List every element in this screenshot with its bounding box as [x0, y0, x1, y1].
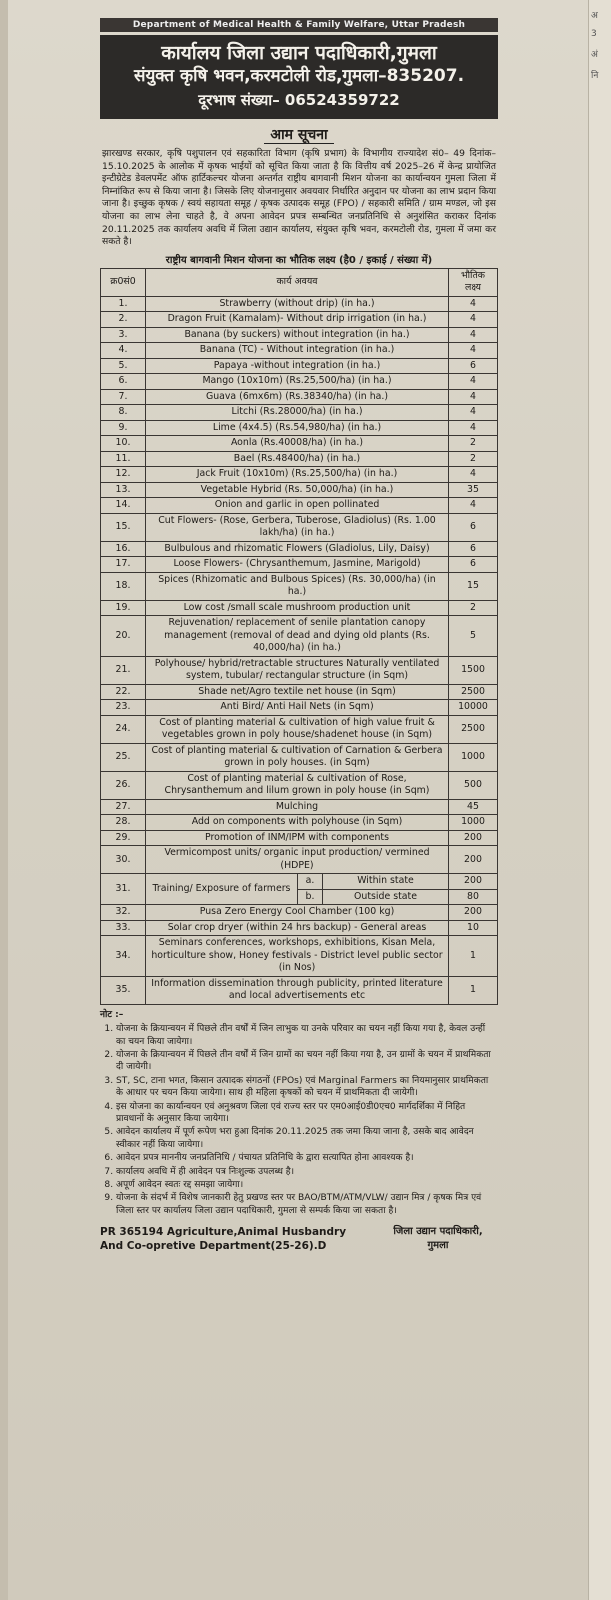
table-row [101, 482, 498, 498]
row-serial: 35. [101, 976, 146, 1004]
row-activity: Bael (Rs.48400/ha) (in ha.) [146, 451, 449, 467]
table-row [101, 557, 498, 573]
row-target: 500 [449, 771, 498, 799]
table-row [101, 616, 498, 657]
row-serial: 27. [101, 799, 146, 815]
notes-section [100, 1009, 498, 1218]
row-serial: 8. [101, 405, 146, 421]
row-serial: 18. [101, 572, 146, 600]
row-target: 6 [449, 541, 498, 557]
row-serial: 17. [101, 557, 146, 573]
row-activity: Aonla (Rs.40008/ha) (in ha.) [146, 436, 449, 452]
office-phone: दूरभाष संख्या– 06524359722 [198, 91, 400, 109]
row-serial: 19. [101, 600, 146, 616]
sub-label: b. [298, 889, 323, 905]
row-serial: 11. [101, 451, 146, 467]
table-row [101, 436, 498, 452]
row-serial: 26. [101, 771, 146, 799]
row-serial: 14. [101, 498, 146, 514]
table-row [101, 312, 498, 328]
row-activity: Information dissemination through publicity, printed literature and local advertisements etc [146, 976, 449, 1004]
table-row [101, 343, 498, 359]
table-row [101, 405, 498, 421]
adjacent-fragment: 3 [591, 29, 597, 39]
row-activity: Low cost /small scale mushroom production unit [146, 600, 449, 616]
row-target: 10000 [449, 700, 498, 716]
row-target: 2 [449, 436, 498, 452]
row-target: 4 [449, 405, 498, 421]
row-target: 4 [449, 374, 498, 390]
row-target: 200 [449, 830, 498, 846]
row-target: 4 [449, 312, 498, 328]
table-row [101, 420, 498, 436]
signature-block: जिला उद्यान पदाधिकारी, गुमला [393, 1226, 483, 1252]
row-serial: 1. [101, 296, 146, 312]
row-target: 1500 [449, 656, 498, 684]
table-row [101, 920, 498, 936]
row-serial: 13. [101, 482, 146, 498]
notice-intro: झारखण्ड सरकार, कृषि पशुपालन एवं सहकारिता विभाग (कृषि प्रभाग) के विभागीय राज्यादेश सं0– 49 दिनांक– 15.10.2025 के आलोक में कृषक भाईयों को सूचित किया जाता है कि वित्तीय वर्ष 2025–26 में केन्द्र प्रायोजित इन्टीग्रेटेड डेवलपमेंट ऑफ हार्टिकल्चर योजना अन्तर्गत राष्ट्रीय बागवानी मिशन योजना का कार्यान्वयन गुमला जिला में निम्नांकित रूप से किया जाना है। जिसके लिए योजनानुसार अवयवार निर्धारित अनुदान पर योजना का लाभ प्रदान किया जाना है। इच्छुक कृषक / स्वयं सहायता समूह / कृषक उत्पादक समूह (FPO) / सहकारी समिति / ग्राम मण्डल, जो इस योजना का लाभ लेना चाहते है, वे अपना आवेदन प्रपत्र सम्बन्धित जनप्रतिनिधि से अनुशंसित कराकर दिनांक 20.11.2025 तक कार्यालय अवधि में जिला उद्यान कार्यालय, संयुक्त कृषि भवन, करमटोली रोड, गुमला में जमा कर सकते है। [102, 148, 496, 248]
row-target: 1 [449, 976, 498, 1004]
targets-table [100, 268, 498, 1005]
left-margin [0, 0, 8, 1600]
note-item: 2. योजना के क्रियान्वयन में पिछले तीन वर्षों में जिन ग्रामों का चयन नहीं किया गया है, उन ग्रामों के चयन में प्राथमिकता दी जायेगी। [116, 1049, 496, 1074]
table-row [101, 715, 498, 743]
row-activity: Litchi (Rs.28000/ha) (in ha.) [146, 405, 449, 421]
table-row [101, 541, 498, 557]
row-serial: 3. [101, 327, 146, 343]
header-target: भौतिक लक्ष्य [449, 268, 498, 296]
notice-title: आम सूचना [100, 125, 498, 144]
table-row [101, 976, 498, 1004]
row-activity: Mulching [146, 799, 449, 815]
row-activity: Loose Flowers- (Chrysanthemum, Jasmine, Marigold) [146, 557, 449, 573]
notice-footer [100, 1225, 498, 1253]
table-row [101, 374, 498, 390]
row-target: 35 [449, 482, 498, 498]
table-row [101, 771, 498, 799]
row-target: 10 [449, 920, 498, 936]
row-activity: Bulbulous and rhizomatic Flowers (Gladiolus, Lily, Daisy) [146, 541, 449, 557]
public-notice [100, 18, 498, 1253]
row-serial: 12. [101, 467, 146, 483]
table-row [101, 327, 498, 343]
notes-heading: नोट :– [100, 1009, 124, 1020]
row-serial: 10. [101, 436, 146, 452]
table-row [101, 905, 498, 921]
table-row [101, 846, 498, 874]
sub-activity: Within state [323, 874, 449, 890]
row-activity: Vegetable Hybrid (Rs. 50,000/ha) (in ha.) [146, 482, 449, 498]
sub-activity: Outside state [323, 889, 449, 905]
row-target: 200 [449, 874, 498, 890]
row-serial: 30. [101, 846, 146, 874]
office-address: संयुक्त कृषि भवन,करमटोली रोड,गुमला–835207. [133, 66, 465, 86]
row-serial: 7. [101, 389, 146, 405]
note-item: 8. अपूर्ण आवेदन स्वतः रद्द समझा जायेगा। [116, 1179, 496, 1191]
pr-reference: PR 365194 Agriculture,Animal Husbandry And Co-opretive Department(25-26).D [100, 1226, 347, 1253]
row-activity: Spices (Rhizomatic and Bulbous Spices) (Rs. 30,000/ha) (in ha.) [146, 572, 449, 600]
row-serial: 31. [101, 874, 146, 905]
row-target: 45 [449, 799, 498, 815]
row-target: 4 [449, 467, 498, 483]
row-activity: Cost of planting material & cultivation of high value fruit & vegetables grown in poly house/shadenet house (in Sqm) [146, 715, 449, 743]
table-row [101, 656, 498, 684]
row-activity: Mango (10x10m) (Rs.25,500/ha) (in ha.) [146, 374, 449, 390]
table-row [101, 513, 498, 541]
row-target: 4 [449, 389, 498, 405]
row-activity: Solar crop dryer (within 24 hrs backup) - General areas [146, 920, 449, 936]
office-name: कार्यालय जिला उद्यान पदाधिकारी,गुमला [161, 42, 437, 64]
row-target: 1 [449, 936, 498, 977]
row-activity: Jack Fruit (10x10m) (Rs.25,500/ha) (in ha.) [146, 467, 449, 483]
row-target: 200 [449, 905, 498, 921]
header-activity: कार्य अवयव [146, 268, 449, 296]
adjacent-fragment: अं [591, 50, 598, 60]
row-activity: Vermicompost units/ organic input production/ vermined (HDPE) [146, 846, 449, 874]
sub-label: a. [298, 874, 323, 890]
row-target: 200 [449, 846, 498, 874]
row-serial: 24. [101, 715, 146, 743]
row-serial: 29. [101, 830, 146, 846]
table-row [101, 815, 498, 831]
table-row [101, 389, 498, 405]
row-activity: Cost of planting material & cultivation of Rose, Chrysanthemum and lilum grown in poly house (in Sqm) [146, 771, 449, 799]
row-target: 6 [449, 358, 498, 374]
note-item: 4. इस योजना का कार्यान्वयन एवं अनुश्रवण जिला एवं राज्य स्तर पर एम0आई0डी0एच0 मार्गदर्शिका में निहित प्रावधानों के अनुसार किया जायेगा। [116, 1101, 496, 1126]
header-serial: क्र0सं0 [101, 268, 146, 296]
row-activity: Add on components with polyhouse (in Sqm) [146, 815, 449, 831]
table-row [101, 700, 498, 716]
row-serial: 9. [101, 420, 146, 436]
row-serial: 20. [101, 616, 146, 657]
row-target: 4 [449, 343, 498, 359]
table-row [101, 874, 498, 890]
row-target: 80 [449, 889, 498, 905]
row-serial: 25. [101, 743, 146, 771]
row-serial: 34. [101, 936, 146, 977]
row-activity: Onion and garlic in open pollinated [146, 498, 449, 514]
row-activity: Training/ Exposure of farmers [146, 874, 298, 905]
row-serial: 32. [101, 905, 146, 921]
table-row [101, 743, 498, 771]
notes-list [100, 1023, 496, 1217]
row-target: 2500 [449, 715, 498, 743]
table-row [101, 799, 498, 815]
table-row [101, 498, 498, 514]
note-item: 6. आवेदन प्रपत्र माननीय जनप्रतिनिधि / पंचायत प्रतिनिधि के द्वारा सत्यापित होना आवश्यक है। [116, 1152, 496, 1164]
adjacent-fragment: अ [591, 11, 598, 21]
note-item: 5. आवेदन कार्यालय में पूर्ण रूपेण भरा हुआ दिनांक 20.11.2025 तक जमा किया जाना है, उसके बाद आवेदन स्वीकार नहीं किया जायेगा। [116, 1126, 496, 1151]
note-item: 1. योजना के क्रियान्वयन में पिछले तीन वर्षों में जिन लाभुक या उनके परिवार का चयन नहीं किया गया है, केवल उन्हीं का चयन किया जायेगा। [116, 1023, 496, 1048]
note-item: 3. ST, SC, टाना भगत, किसान उत्पादक संगठनों (FPOs) एवं Marginal Farmers का नियमानुसार प्राथमिकता के आधार पर चयन किया जायेगा। साथ ही महिला कृषकों को चयन में प्राथमिकता दी जायेगी। [116, 1075, 496, 1100]
row-activity: Banana (by suckers) without integration (in ha.) [146, 327, 449, 343]
row-target: 6 [449, 513, 498, 541]
row-activity: Shade net/Agro textile net house (in Sqm) [146, 684, 449, 700]
row-target: 6 [449, 557, 498, 573]
row-serial: 33. [101, 920, 146, 936]
row-target: 1000 [449, 743, 498, 771]
row-target: 4 [449, 327, 498, 343]
row-serial: 5. [101, 358, 146, 374]
table-title: राष्ट्रीय बागवानी मिशन योजना का भौतिक लक्ष्य (है0 / इकाई / संख्या में) [165, 254, 433, 266]
table-row [101, 572, 498, 600]
table-row [101, 600, 498, 616]
row-target: 4 [449, 498, 498, 514]
table-row [101, 296, 498, 312]
office-header [100, 35, 498, 119]
row-activity: Seminars conferences, workshops, exhibitions, Kisan Mela, horticulture show, Honey festivals - District level public sector (in Nos) [146, 936, 449, 977]
row-serial: 22. [101, 684, 146, 700]
row-activity: Papaya -without integration (in ha.) [146, 358, 449, 374]
row-activity: Anti Bird/ Anti Hail Nets (in Sqm) [146, 700, 449, 716]
row-activity: Dragon Fruit (Kamalam)- Without drip irrigation (in ha.) [146, 312, 449, 328]
table-header-row [101, 268, 498, 296]
row-serial: 6. [101, 374, 146, 390]
row-target: 15 [449, 572, 498, 600]
row-serial: 2. [101, 312, 146, 328]
row-serial: 16. [101, 541, 146, 557]
row-serial: 28. [101, 815, 146, 831]
department-banner: Department of Medical Health & Family Welfare, Uttar Pradesh [100, 18, 498, 32]
row-activity: Strawberry (without drip) (in ha.) [146, 296, 449, 312]
table-row [101, 451, 498, 467]
table-row [101, 936, 498, 977]
row-activity: Polyhouse/ hybrid/retractable structures Naturally ventilated system, tubular/ rectangular structure (in Sqm) [146, 656, 449, 684]
row-serial: 23. [101, 700, 146, 716]
row-activity: Cut Flowers- (Rose, Gerbera, Tuberose, Gladiolus) (Rs. 1.00 lakh/ha) (in ha.) [146, 513, 449, 541]
row-target: 4 [449, 296, 498, 312]
row-target: 2 [449, 451, 498, 467]
table-row [101, 830, 498, 846]
row-activity: Guava (6mx6m) (Rs.38340/ha) (in ha.) [146, 389, 449, 405]
adjacent-fragment: नि [591, 71, 599, 81]
row-target: 1000 [449, 815, 498, 831]
row-activity: Lime (4x4.5) (Rs.54,980/ha) (in ha.) [146, 420, 449, 436]
row-target: 2500 [449, 684, 498, 700]
note-item: 7. कार्यालय अवधि में ही आवेदन पत्र निःशुल्क उपलब्ध है। [116, 1166, 496, 1178]
table-row [101, 684, 498, 700]
row-activity: Promotion of INM/IPM with components [146, 830, 449, 846]
row-serial: 21. [101, 656, 146, 684]
row-target: 5 [449, 616, 498, 657]
row-serial: 15. [101, 513, 146, 541]
row-activity: Banana (TC) - Without integration (in ha.) [146, 343, 449, 359]
note-item: 9. योजना के संदर्भ में विशेष जानकारी हेतु प्रखण्ड स्तर पर BAO/BTM/ATM/VLW/ उद्यान मित्र / कृषक मित्र एवं जिला स्तर पर कार्यालय जिला उद्यान पदाधिकारी, गुमला से सम्पर्क किया जा सकता है। [116, 1192, 496, 1217]
row-target: 2 [449, 600, 498, 616]
table-row [101, 467, 498, 483]
row-serial: 4. [101, 343, 146, 359]
row-activity: Cost of planting material & cultivation of Carnation & Gerbera grown in poly houses. (in Sqm) [146, 743, 449, 771]
row-target: 4 [449, 420, 498, 436]
row-activity: Rejuvenation/ replacement of senile plantation canopy management (removal of dead and dying old plants (Rs. 40,000/ha) (in ha.) [146, 616, 449, 657]
table-row [101, 358, 498, 374]
row-activity: Pusa Zero Energy Cool Chamber (100 kg) [146, 905, 449, 921]
adjacent-column [588, 0, 611, 1600]
